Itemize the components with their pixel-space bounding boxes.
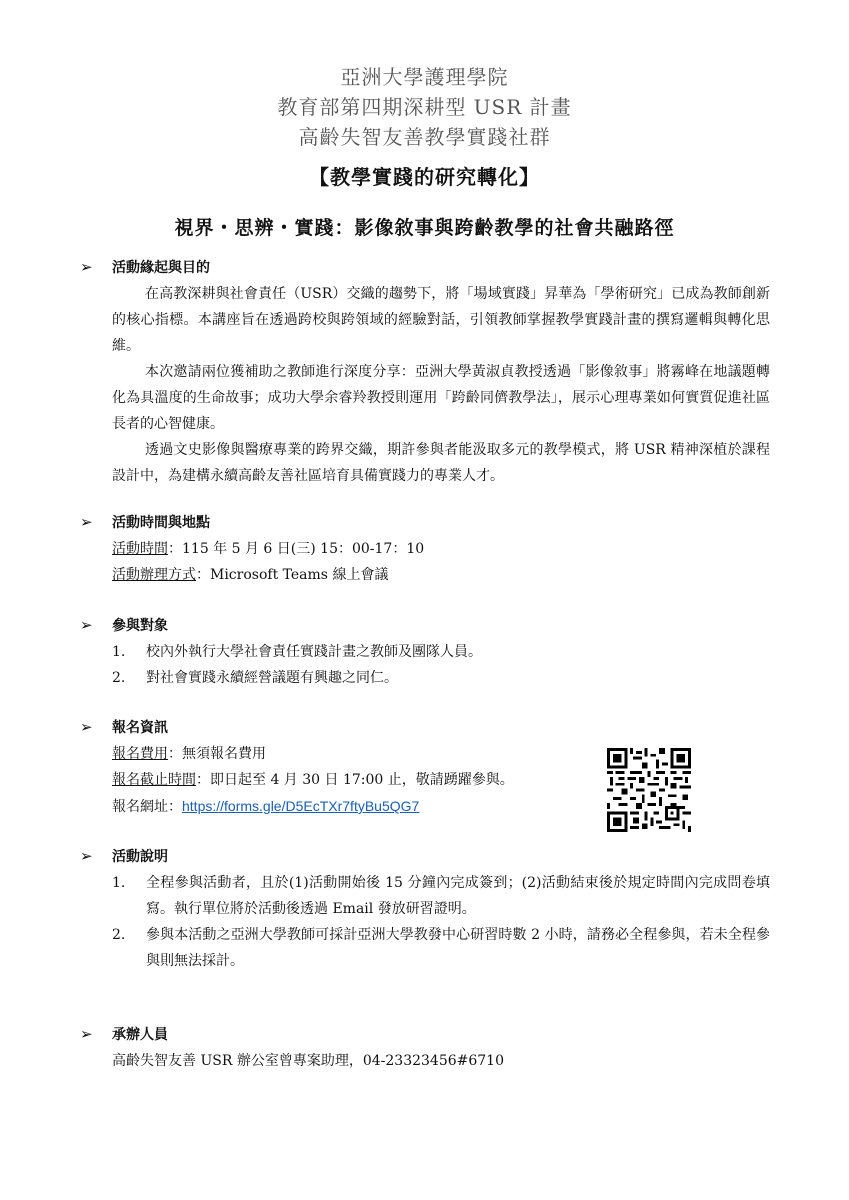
mode-value: ：Microsoft Teams 線上會議 xyxy=(196,567,389,583)
section-heading: 活動說明 xyxy=(112,849,168,865)
arrowhead-bullet-icon: ➢ xyxy=(80,258,93,276)
header-program: 教育部第四期深耕型 USR 計畫 xyxy=(277,95,572,119)
registration-link[interactable]: https://forms.gle/D5EcTXr7ftyBu5QG7 xyxy=(182,798,420,814)
deadline-label: 報名截止時間 xyxy=(112,772,196,788)
event-time xyxy=(112,536,770,562)
section-heading: 承辦人員 xyxy=(112,1027,168,1043)
list-item: 2. 參與本活動之亞洲大學教師可採計亞洲大學教發中心研習時數 2 小時，請務必全程參與，若未全程參與則無法採計。 xyxy=(112,927,770,969)
arrowhead-bullet-icon: ➢ xyxy=(80,847,93,865)
list-item: 2. 對社會實踐永續經營議題有興趣之同仁。 xyxy=(112,670,398,686)
section-heading: 參與對象 xyxy=(112,618,168,634)
arrowhead-bullet-icon: ➢ xyxy=(80,718,93,736)
event-mode xyxy=(112,562,770,588)
arrowhead-bullet-icon: ➢ xyxy=(80,616,93,634)
header-college: 亞洲大學護理學院 xyxy=(340,65,509,89)
section-time-place xyxy=(80,511,770,588)
fee-value: ：無須報名費用 xyxy=(168,746,266,762)
event-series-title: 【教學實踐的研究轉化】 xyxy=(309,165,540,189)
purpose-paragraph: 本次邀請兩位獲補助之教師進行深度分享：亞洲大學黃淑貞教授透過「影像敘事」將霧峰在地議題轉化為具溫度的生命故事；成功大學余睿羚教授則運用「跨齡同儕教學法」，展示心理專業如何實質促進社區長者的心智健康。 xyxy=(112,364,770,432)
arrowhead-bullet-icon: ➢ xyxy=(80,513,93,531)
time-label: 活動時間 xyxy=(112,541,168,557)
deadline-value: ：即日起至 4 月 30 日 17:00 止，敬請踴躍參與。 xyxy=(196,772,514,788)
section-heading: 報名資訊 xyxy=(112,720,168,736)
purpose-paragraph: 透過文史影像與醫療專業的跨界交織，期許參與者能汲取多元的教學模式，將 USR 精神深植於課程設計中，為建構永續高齡友善社區培育具備實踐力的專業人才。 xyxy=(112,442,770,484)
url-label: 報名網址： xyxy=(112,799,182,815)
mode-label: 活動辦理方式 xyxy=(112,567,196,583)
contact-info: 高齡失智友善 USR 辦公室曾專案助理，04-23323456#6710 xyxy=(112,1053,504,1069)
section-audience xyxy=(80,614,770,691)
section-heading: 活動時間與地點 xyxy=(112,515,210,531)
list-item: 1. 全程參與活動者，且於(1)活動開始後 15 分鐘內完成簽到；(2)活動結束後於規定時間內完成問卷填寫。執行單位將於活動後透過 Email 發放研習證明。 xyxy=(112,875,770,917)
section-purpose xyxy=(80,256,770,489)
header-community: 高齡失智友善教學實踐社群 xyxy=(298,125,551,149)
event-title: 視界・思辨・實踐：影像敘事與跨齡教學的社會共融路徑 xyxy=(174,217,675,239)
section-heading: 活動緣起與目的 xyxy=(112,260,210,276)
document-header xyxy=(0,62,849,152)
section-contact xyxy=(80,1023,770,1074)
section-notes xyxy=(80,845,770,974)
fee-label: 報名費用 xyxy=(112,746,168,762)
purpose-paragraph: 在高教深耕與社會責任（USR）交織的趨勢下，將「場域實踐」昇華為「學術研究」已成為教師創新的核心指標。本講座旨在透過跨校與跨領域的經驗對話，引領教師掌握教學實踐計畫的撰寫邏輯與轉化思維。 xyxy=(112,286,770,354)
arrowhead-bullet-icon: ➢ xyxy=(80,1025,93,1043)
list-item: 1. 校內外執行大學社會責任實踐計畫之教師及團隊人員。 xyxy=(112,644,482,660)
qr-code-icon[interactable] xyxy=(607,748,691,832)
time-value: ：115 年 5 月 6 日(三) 15：00-17：10 xyxy=(168,541,425,557)
